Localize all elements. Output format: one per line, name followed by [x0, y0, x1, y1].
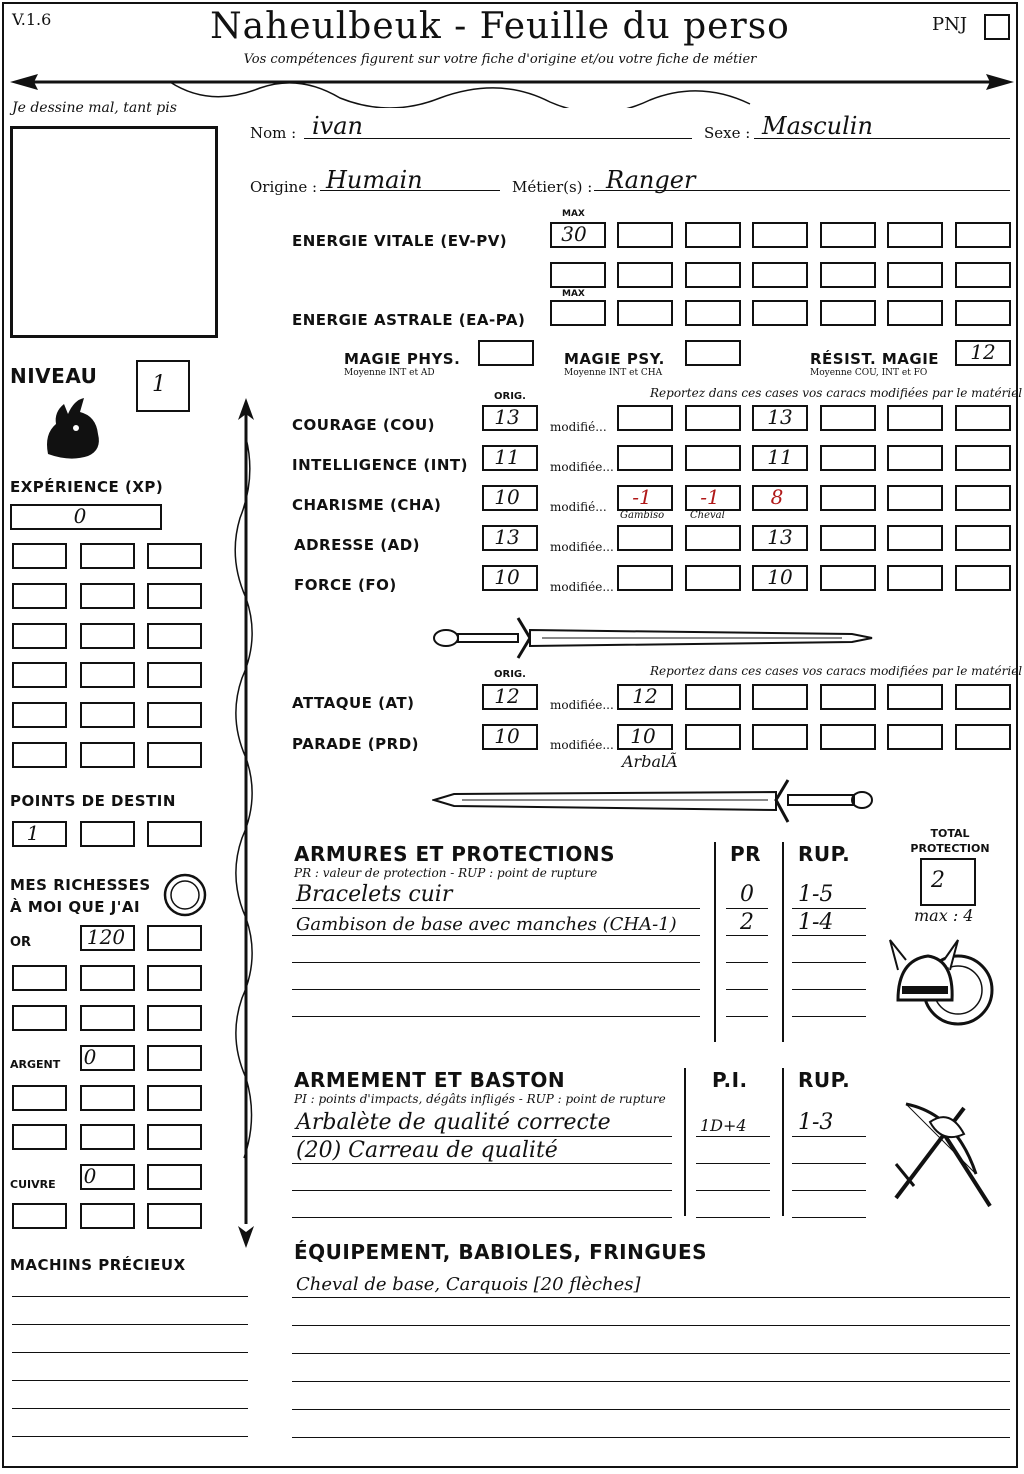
metier-label: Métier(s) :: [512, 178, 593, 196]
at-mod-value: 12: [632, 684, 658, 708]
resist-magie-value: 12: [970, 340, 996, 364]
weapons-line: [292, 1163, 672, 1164]
destin-box[interactable]: [80, 821, 135, 847]
machins-label: MACHINS PRÉCIEUX: [10, 1256, 186, 1274]
xp-tally-box[interactable]: [147, 742, 202, 768]
ea-box[interactable]: [820, 300, 876, 326]
weapons-line: [792, 1190, 866, 1191]
argent-box[interactable]: [147, 1085, 202, 1111]
xp-tally-box[interactable]: [12, 543, 67, 569]
resist-magie-note: Moyenne COU, INT et FO: [810, 368, 928, 378]
at-orig-value: 12: [494, 684, 520, 708]
weapons-divider: [782, 1068, 784, 1216]
ea-box[interactable]: [685, 300, 741, 326]
weapons-line: [792, 1136, 866, 1137]
stat-mod-box[interactable]: [887, 565, 943, 591]
stat-orig-value: 11: [494, 445, 520, 469]
armor-line: [792, 1016, 866, 1017]
crossed-weapons-icon: [886, 1094, 1004, 1218]
prd-orig-value: 10: [494, 724, 520, 748]
stat-orig-value: 10: [494, 485, 520, 509]
machins-line: [12, 1324, 248, 1325]
armor-line: [292, 962, 700, 963]
destin-value: 1: [26, 821, 40, 845]
equipment-line: [292, 1437, 1010, 1438]
cuivre-value: 0: [83, 1164, 97, 1188]
stat-mod-label: modifiée...: [550, 580, 614, 594]
coin-icon: [162, 872, 208, 918]
ea-box[interactable]: [887, 300, 943, 326]
niveau-label: NIVEAU: [10, 364, 98, 388]
stat-mod-box[interactable]: [685, 445, 741, 471]
xp-tally-box[interactable]: [80, 623, 135, 649]
stat-mod-box[interactable]: [820, 405, 876, 431]
weapons-divider: [684, 1068, 686, 1216]
stat-orig-value: 13: [494, 405, 520, 429]
stat-mod-label: modifié...: [550, 420, 607, 434]
armor-line: [792, 989, 866, 990]
at-mod-box[interactable]: [887, 684, 943, 710]
magie-phys-box[interactable]: [478, 340, 534, 366]
stat-mod-box[interactable]: [617, 565, 673, 591]
equipment-line: [292, 1325, 1010, 1326]
machins-line: [12, 1296, 248, 1297]
argent-value: 0: [83, 1045, 97, 1069]
resist-magie-label: RÉSIST. MAGIE: [810, 350, 940, 368]
richesses-label-2: À MOI QUE J'AI: [10, 898, 141, 916]
armor-rup-header: RUP.: [798, 842, 851, 866]
armor-line: [292, 1016, 700, 1017]
ev-box[interactable]: [550, 262, 606, 288]
ev-max-value: 30: [561, 222, 587, 246]
armor-line: [292, 908, 700, 909]
weapons-line: [292, 1217, 672, 1218]
combat-orig-label: ORIG.: [494, 669, 526, 680]
ev-box[interactable]: [752, 222, 808, 248]
magie-psy-label: MAGIE PSY.: [564, 350, 665, 368]
magie-phys-note: Moyenne INT et AD: [344, 368, 435, 378]
machins-line: [12, 1408, 248, 1409]
ea-box[interactable]: [955, 300, 1011, 326]
weapons-line: [292, 1136, 672, 1137]
armor-line: [792, 962, 866, 963]
armor-line: [726, 989, 768, 990]
stat-mod-box[interactable]: [955, 405, 1011, 431]
magie-phys-label: MAGIE PHYS.: [344, 350, 461, 368]
portrait-caption: Je dessine mal, tant pis: [12, 100, 177, 116]
weapons-line: [696, 1136, 770, 1137]
nom-label: Nom :: [250, 124, 297, 142]
cha-note: Gambiso: [620, 510, 665, 521]
stat-label: ADRESSE (AD): [294, 536, 421, 554]
metier-value[interactable]: Ranger: [606, 166, 696, 194]
equipment-title: ÉQUIPEMENT, BABIOLES, FRINGUES: [294, 1240, 708, 1264]
weapon-item-name[interactable]: Arbalète de qualité correcte: [296, 1110, 611, 1135]
equipment-line: [292, 1381, 1010, 1382]
ev-box[interactable]: [685, 262, 741, 288]
cuivre-box[interactable]: [147, 1203, 202, 1229]
stat-orig-value: 13: [494, 525, 520, 549]
stat-mod-box[interactable]: [955, 565, 1011, 591]
stat-mod-box[interactable]: [617, 405, 673, 431]
destin-label: POINTS DE DESTIN: [10, 792, 176, 810]
armor-item-name[interactable]: Gambison de base avec manches (CHA-1): [296, 914, 677, 935]
stat-mod-box[interactable]: [685, 405, 741, 431]
weapons-line: [696, 1190, 770, 1191]
dragon-icon: [40, 394, 106, 464]
pnj-label: PNJ: [932, 14, 968, 35]
stat-mod-value: 10: [767, 565, 793, 589]
armor-item-pr[interactable]: 0: [740, 882, 754, 907]
weapons-line: [792, 1217, 866, 1218]
prd-mod-box[interactable]: [820, 724, 876, 750]
armor-line: [726, 962, 768, 963]
magie-psy-box[interactable]: [685, 340, 741, 366]
prd-mod-value: 10: [630, 724, 656, 748]
xp-label: EXPÉRIENCE (XP): [10, 478, 164, 496]
origine-label: Origine :: [250, 178, 318, 196]
stat-mod-box[interactable]: [820, 445, 876, 471]
stat-mod-box[interactable]: [955, 445, 1011, 471]
or-box[interactable]: [80, 965, 135, 991]
xp-tally-box[interactable]: [12, 702, 67, 728]
cha-note: Cheval: [690, 510, 725, 521]
at-mod-label: modifiée...: [550, 698, 614, 712]
ev-box[interactable]: [617, 222, 673, 248]
magie-psy-note: Moyenne INT et CHA: [564, 368, 663, 378]
equipment-item[interactable]: Cheval de base, Carquois [20 flèches]: [296, 1274, 641, 1295]
weapon-item-name[interactable]: (20) Carreau de qualité: [296, 1138, 558, 1163]
or-label: OR: [10, 935, 32, 950]
stat-mod-box[interactable]: [617, 445, 673, 471]
argent-box[interactable]: [80, 1085, 135, 1111]
armor-pr-header: PR: [730, 842, 762, 866]
prd-mod-box[interactable]: [752, 724, 808, 750]
total-protection-label: TOTAL PROTECTION: [910, 827, 990, 855]
stat-mod-label: modifiée...: [550, 460, 614, 474]
machins-line: [12, 1436, 248, 1437]
destin-box[interactable]: [147, 821, 202, 847]
stat-mod-box[interactable]: [685, 565, 741, 591]
stat-mod-label: modifié...: [550, 500, 607, 514]
stat-mod-box[interactable]: [887, 445, 943, 471]
prd-mod-box[interactable]: [685, 724, 741, 750]
stat-label: FORCE (FO): [294, 576, 397, 594]
report-note: Reportez dans ces cases vos caracs modifiées par le matériel: [650, 386, 1023, 400]
armor-line: [792, 935, 866, 936]
richesses-label: MES RICHESSES: [10, 876, 151, 894]
or-box[interactable]: [147, 1005, 202, 1031]
sword-icon: [432, 776, 874, 826]
stat-mod-box[interactable]: [820, 485, 876, 511]
machins-line: [12, 1380, 248, 1381]
ea-box[interactable]: [752, 300, 808, 326]
weapon-item-pi[interactable]: 1D+4: [700, 1116, 747, 1135]
ev-box[interactable]: [617, 262, 673, 288]
equipment-line: [292, 1409, 1010, 1410]
ev-box[interactable]: [820, 222, 876, 248]
armor-line: [292, 935, 700, 936]
stat-mod-value: 8: [770, 485, 784, 509]
argent-box[interactable]: [80, 1124, 135, 1150]
weapons-line: [696, 1217, 770, 1218]
argent-label: ARGENT: [10, 1058, 61, 1071]
ev-box[interactable]: [820, 262, 876, 288]
at-mod-box[interactable]: [752, 684, 808, 710]
prd-mod-box[interactable]: [887, 724, 943, 750]
armor-item-rup[interactable]: 1-4: [798, 910, 834, 935]
stat-mod-box[interactable]: [820, 565, 876, 591]
xp-tally-box[interactable]: [12, 583, 67, 609]
ev-max-label: MAX: [562, 209, 585, 219]
orig-label: ORIG.: [494, 391, 526, 402]
stat-mod-label: modifiée...: [550, 540, 614, 554]
armor-line: [726, 908, 768, 909]
machins-line: [12, 1352, 248, 1353]
argent-box[interactable]: [147, 1124, 202, 1150]
xp-tally-box[interactable]: [12, 623, 67, 649]
ea-max-box[interactable]: [550, 300, 606, 326]
niveau-value: 1: [152, 372, 166, 397]
or-box[interactable]: [80, 1005, 135, 1031]
argent-box[interactable]: [147, 1045, 202, 1071]
stat-mod-box[interactable]: [820, 525, 876, 551]
weapons-pi-header: P.I.: [712, 1068, 748, 1092]
version-label: V.1.6: [12, 10, 52, 29]
sexe-value[interactable]: Masculin: [762, 112, 873, 140]
stat-mod-box[interactable]: [685, 525, 741, 551]
at-mod-box[interactable]: [955, 684, 1011, 710]
or-value: 120: [86, 925, 126, 949]
armor-divider: [714, 842, 716, 1042]
argent-box[interactable]: [12, 1124, 67, 1150]
xp-tally-box[interactable]: [80, 543, 135, 569]
ea-max-label: MAX: [562, 289, 585, 299]
armor-note: PR : valeur de protection - RUP : point de rupture: [294, 866, 598, 880]
stat-mod-box[interactable]: [887, 525, 943, 551]
staff-icon: [228, 398, 264, 1248]
pnj-checkbox[interactable]: [984, 14, 1010, 40]
prd-label: PARADE (PRD): [292, 735, 420, 753]
ea-label: ENERGIE ASTRALE (EA-PA): [292, 311, 526, 329]
origine-value[interactable]: Humain: [326, 166, 423, 194]
cuivre-box[interactable]: [80, 1203, 135, 1229]
stat-mod-value: -1: [632, 485, 652, 509]
or-box[interactable]: [147, 965, 202, 991]
equipment-line: [292, 1297, 1010, 1298]
cuivre-box[interactable]: [12, 1203, 67, 1229]
armor-divider: [782, 842, 784, 1042]
ev-label: ENERGIE VITALE (EV-PV): [292, 232, 508, 250]
armor-item-name[interactable]: Bracelets cuir: [296, 882, 453, 907]
xp-tally-box[interactable]: [147, 543, 202, 569]
total-protection-value: 2: [931, 868, 945, 893]
prd-mod-box[interactable]: [955, 724, 1011, 750]
xp-tally-box[interactable]: [80, 742, 135, 768]
xp-tally-box[interactable]: [80, 662, 135, 688]
ev-box[interactable]: [955, 222, 1011, 248]
stat-mod-value: 13: [767, 525, 793, 549]
xp-tally-box[interactable]: [80, 702, 135, 728]
stat-mod-box[interactable]: [955, 525, 1011, 551]
xp-tally-box[interactable]: [147, 662, 202, 688]
xp-tally-box[interactable]: [147, 583, 202, 609]
xp-tally-box[interactable]: [147, 623, 202, 649]
sword-icon: [432, 612, 874, 662]
at-mod-box[interactable]: [820, 684, 876, 710]
weapon-item-rup[interactable]: 1-3: [798, 1110, 834, 1135]
armor-item-pr[interactable]: 2: [740, 910, 754, 935]
stat-label: COURAGE (COU): [292, 416, 436, 434]
max-protection: max : 4: [914, 906, 974, 925]
weapons-line: [696, 1163, 770, 1164]
stat-mod-box[interactable]: [955, 485, 1011, 511]
ev-box[interactable]: [887, 222, 943, 248]
xp-tally-box[interactable]: [80, 583, 135, 609]
portrait-frame[interactable]: [10, 126, 218, 338]
prd-mod-label: modifiée...: [550, 738, 614, 752]
stat-mod-value: 11: [767, 445, 793, 469]
ea-box[interactable]: [617, 300, 673, 326]
equipment-line: [292, 1353, 1010, 1354]
ev-box[interactable]: [685, 222, 741, 248]
stat-mod-value: 13: [767, 405, 793, 429]
xp-tally-box[interactable]: [12, 662, 67, 688]
weapons-rup-header: RUP.: [798, 1068, 851, 1092]
stat-label: CHARISME (CHA): [292, 496, 442, 514]
argent-box[interactable]: [12, 1085, 67, 1111]
at-label: ATTAQUE (AT): [292, 694, 415, 712]
armor-item-rup[interactable]: 1-5: [798, 882, 834, 907]
sexe-label: Sexe :: [704, 124, 751, 142]
ev-box[interactable]: [955, 262, 1011, 288]
stat-mod-value: -1: [700, 485, 720, 509]
page-subtitle: Vos compétences figurent sur votre fiche d'origine et/ou votre fiche de métier: [243, 52, 757, 67]
combat-report-note: Reportez dans ces cases vos caracs modifiées par le matériel: [650, 664, 1023, 678]
ev-box[interactable]: [752, 262, 808, 288]
weapon-note: ArbalÃ: [622, 752, 678, 771]
stat-mod-box[interactable]: [887, 485, 943, 511]
cuivre-box[interactable]: [147, 1164, 202, 1190]
xp-tally-box[interactable]: [147, 702, 202, 728]
or-box[interactable]: [147, 925, 202, 951]
armor-line: [726, 1016, 768, 1017]
nom-value[interactable]: ivan: [312, 112, 363, 140]
cuivre-label: CUIVRE: [10, 1178, 56, 1191]
armor-line: [292, 989, 700, 990]
or-box[interactable]: [12, 1005, 67, 1031]
stat-label: INTELLIGENCE (INT): [292, 456, 468, 474]
weapons-title: ARMEMENT ET BASTON: [294, 1068, 566, 1092]
helmet-shield-icon: [888, 930, 998, 1036]
stat-mod-box[interactable]: [617, 525, 673, 551]
xp-tally-box[interactable]: [12, 742, 67, 768]
armor-line: [792, 908, 866, 909]
armor-line: [726, 935, 768, 936]
stat-mod-box[interactable]: [887, 405, 943, 431]
stat-orig-value: 10: [494, 565, 520, 589]
weapons-line: [292, 1190, 672, 1191]
weapons-line: [792, 1163, 866, 1164]
armor-title: ARMURES ET PROTECTIONS: [294, 842, 615, 866]
xp-value: 0: [73, 504, 87, 528]
ev-box[interactable]: [887, 262, 943, 288]
weapons-note: PI : points d'impacts, dégâts infligés - RUP : point de rupture: [294, 1092, 666, 1106]
at-mod-box[interactable]: [685, 684, 741, 710]
or-box[interactable]: [12, 965, 67, 991]
page-title: Naheulbeuk - Feuille du perso: [210, 6, 790, 47]
